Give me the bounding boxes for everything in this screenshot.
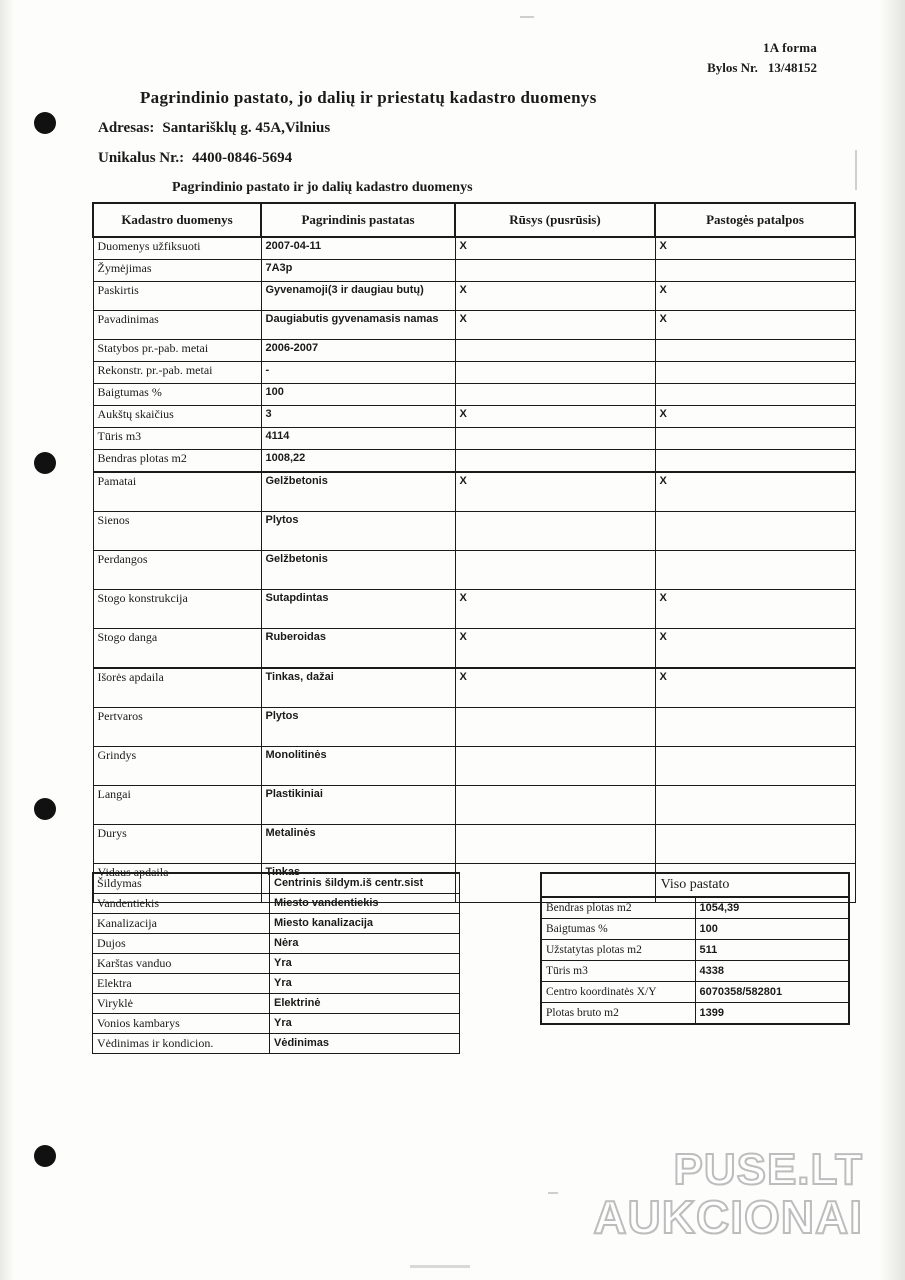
table-row bbox=[93, 551, 855, 590]
building-totals-table bbox=[540, 872, 850, 1025]
row-value-main-building: 2007-04-11 bbox=[261, 237, 455, 260]
totals-row bbox=[541, 940, 849, 961]
totals-value: 4338 bbox=[695, 961, 849, 982]
row-label: Perdangos bbox=[93, 551, 261, 590]
totals-label: Plotas bruto m2 bbox=[541, 1003, 695, 1025]
utility-label: Vonios kambarys bbox=[93, 1014, 270, 1034]
row-value-basement bbox=[455, 450, 655, 473]
row-value-basement: X bbox=[455, 406, 655, 428]
row-value-basement: X bbox=[455, 668, 655, 708]
row-value-basement: X bbox=[455, 472, 655, 512]
row-label: Statybos pr.-pab. metai bbox=[93, 340, 261, 362]
row-label: Stogo danga bbox=[93, 629, 261, 669]
totals-value: 511 bbox=[695, 940, 849, 961]
row-value-main-building: Monolitinės bbox=[261, 747, 455, 786]
row-value-attic bbox=[655, 708, 855, 747]
row-value-attic: X bbox=[655, 629, 855, 669]
row-value-main-building: Tinkas, dažai bbox=[261, 668, 455, 708]
row-value-basement bbox=[455, 260, 655, 282]
row-label: Bendras plotas m2 bbox=[93, 450, 261, 473]
table-header-row bbox=[93, 203, 855, 237]
row-label: Duomenys užfiksuoti bbox=[93, 237, 261, 260]
table-row bbox=[93, 472, 855, 512]
totals-label: Tūris m3 bbox=[541, 961, 695, 982]
row-value-main-building: 3 bbox=[261, 406, 455, 428]
utility-label: Kanalizacija bbox=[93, 914, 270, 934]
row-value-basement bbox=[455, 362, 655, 384]
row-value-attic bbox=[655, 340, 855, 362]
row-value-attic bbox=[655, 786, 855, 825]
row-value-attic bbox=[655, 384, 855, 406]
utility-label: Karštas vanduo bbox=[93, 954, 270, 974]
file-number-value: 13/48152 bbox=[767, 60, 817, 75]
utility-label: Viryklė bbox=[93, 994, 270, 1014]
row-value-main-building: 100 bbox=[261, 384, 455, 406]
row-value-basement bbox=[455, 384, 655, 406]
section-subtitle: Pagrindinio pastato ir jo dalių kadastro duomenys bbox=[172, 180, 473, 195]
row-label: Paskirtis bbox=[93, 282, 261, 311]
row-value-basement: X bbox=[455, 282, 655, 311]
row-value-attic bbox=[655, 362, 855, 384]
row-value-main-building: Ruberoidas bbox=[261, 629, 455, 669]
row-label: Rekonstr. pr.-pab. metai bbox=[93, 362, 261, 384]
table-row bbox=[93, 282, 855, 311]
column-header-pastoges: Pastogės patalpos bbox=[655, 203, 855, 237]
row-label: Tūris m3 bbox=[93, 428, 261, 450]
row-value-basement bbox=[455, 786, 655, 825]
utility-row bbox=[93, 894, 460, 914]
unique-number-value: 4400-0846-5694 bbox=[192, 150, 293, 166]
table-row bbox=[93, 747, 855, 786]
form-code: 1A forma bbox=[763, 40, 817, 55]
utility-value: Vėdinimas bbox=[270, 1034, 460, 1054]
utility-value: Miesto kanalizacija bbox=[270, 914, 460, 934]
row-value-attic: X bbox=[655, 406, 855, 428]
row-value-basement bbox=[455, 825, 655, 864]
scan-artifact bbox=[520, 16, 534, 18]
totals-value: 6070358/582801 bbox=[695, 982, 849, 1003]
watermark-line-2: AUKCIONAI bbox=[593, 1191, 863, 1243]
file-number-label: Bylos Nr. bbox=[707, 60, 758, 75]
row-value-main-building: Gelžbetonis bbox=[261, 551, 455, 590]
row-value-attic: X bbox=[655, 237, 855, 260]
utility-value: Nėra bbox=[270, 934, 460, 954]
row-label: Pertvaros bbox=[93, 708, 261, 747]
table-row bbox=[93, 825, 855, 864]
table-row bbox=[93, 450, 855, 473]
watermark-line-1: PUSE.LT bbox=[673, 1145, 863, 1194]
totals-label: Užstatytas plotas m2 bbox=[541, 940, 695, 961]
totals-title-row bbox=[541, 873, 849, 897]
row-value-main-building: 1008,22 bbox=[261, 450, 455, 473]
row-value-attic bbox=[655, 428, 855, 450]
row-label: Pamatai bbox=[93, 472, 261, 512]
row-value-main-building: Plytos bbox=[261, 708, 455, 747]
page-title: Pagrindinio pastato, jo dalių ir priestatų kadastro duomenys bbox=[140, 88, 597, 107]
row-label: Langai bbox=[93, 786, 261, 825]
row-value-attic: X bbox=[655, 668, 855, 708]
unique-number-line bbox=[98, 150, 292, 167]
row-label: Žymėjimas bbox=[93, 260, 261, 282]
table-row bbox=[93, 629, 855, 669]
address-value: Santarišklų g. 45A,Vilnius bbox=[162, 120, 331, 136]
row-value-main-building: Sutapdintas bbox=[261, 590, 455, 629]
totals-row bbox=[541, 1003, 849, 1025]
table-row bbox=[93, 260, 855, 282]
row-value-basement: X bbox=[455, 311, 655, 340]
row-label: Pavadinimas bbox=[93, 311, 261, 340]
row-value-attic bbox=[655, 512, 855, 551]
table-row bbox=[93, 406, 855, 428]
utility-label: Elektra bbox=[93, 974, 270, 994]
totals-row bbox=[541, 982, 849, 1003]
row-value-attic bbox=[655, 450, 855, 473]
row-value-basement bbox=[455, 512, 655, 551]
table-row bbox=[93, 512, 855, 551]
utility-row bbox=[93, 994, 460, 1014]
table-row bbox=[93, 362, 855, 384]
totals-label: Baigtumas % bbox=[541, 919, 695, 940]
row-value-attic bbox=[655, 260, 855, 282]
row-label: Durys bbox=[93, 825, 261, 864]
row-value-basement bbox=[455, 340, 655, 362]
row-value-main-building: Gelžbetonis bbox=[261, 472, 455, 512]
row-label: Išorės apdaila bbox=[93, 668, 261, 708]
row-value-attic bbox=[655, 747, 855, 786]
file-number-line bbox=[707, 60, 817, 76]
totals-value: 100 bbox=[695, 919, 849, 940]
row-value-main-building: Plastikiniai bbox=[261, 786, 455, 825]
utility-row bbox=[93, 934, 460, 954]
totals-row bbox=[541, 919, 849, 940]
table-row bbox=[93, 428, 855, 450]
row-label: Sienos bbox=[93, 512, 261, 551]
column-header-rusys: Rūsys (pusrūsis) bbox=[455, 203, 655, 237]
scan-artifact bbox=[855, 150, 857, 190]
row-value-basement: X bbox=[455, 629, 655, 669]
table-row bbox=[93, 237, 855, 260]
utility-label: Šildymas bbox=[93, 873, 270, 894]
utility-value: Yra bbox=[270, 1014, 460, 1034]
row-value-main-building: 4114 bbox=[261, 428, 455, 450]
row-label: Aukštų skaičius bbox=[93, 406, 261, 428]
utility-label: Vėdinimas ir kondicion. bbox=[93, 1034, 270, 1054]
table-row bbox=[93, 708, 855, 747]
row-value-main-building: 7A3p bbox=[261, 260, 455, 282]
totals-value: 1399 bbox=[695, 1003, 849, 1025]
row-value-attic: X bbox=[655, 472, 855, 512]
table-row bbox=[93, 786, 855, 825]
utility-value: Miesto vandentiekis bbox=[270, 894, 460, 914]
utility-row bbox=[93, 1014, 460, 1034]
row-value-attic bbox=[655, 825, 855, 864]
watermark bbox=[593, 1145, 863, 1243]
totals-value: 1054,39 bbox=[695, 897, 849, 919]
totals-row bbox=[541, 897, 849, 919]
table-row bbox=[93, 340, 855, 362]
row-value-attic bbox=[655, 551, 855, 590]
totals-label: Bendras plotas m2 bbox=[541, 897, 695, 919]
utility-label: Dujos bbox=[93, 934, 270, 954]
row-value-basement bbox=[455, 428, 655, 450]
row-value-main-building: Gyvenamoji(3 ir daugiau butų) bbox=[261, 282, 455, 311]
row-value-attic: X bbox=[655, 311, 855, 340]
table-row bbox=[93, 311, 855, 340]
row-label: Baigtumas % bbox=[93, 384, 261, 406]
table-row bbox=[93, 384, 855, 406]
cadastral-data-table bbox=[92, 202, 856, 903]
row-label: Grindys bbox=[93, 747, 261, 786]
row-value-main-building: Metalinės bbox=[261, 825, 455, 864]
punch-hole-icon bbox=[34, 452, 56, 474]
utilities-table bbox=[92, 872, 460, 1054]
address-label: Adresas: bbox=[98, 120, 155, 136]
table-row bbox=[93, 590, 855, 629]
totals-row bbox=[541, 961, 849, 982]
utility-value: Yra bbox=[270, 954, 460, 974]
row-value-main-building: - bbox=[261, 362, 455, 384]
column-header-kadastro: Kadastro duomenys bbox=[93, 203, 261, 237]
punch-hole-icon bbox=[34, 1145, 56, 1167]
totals-title: Viso pastato bbox=[541, 873, 849, 897]
utility-row bbox=[93, 914, 460, 934]
row-value-attic: X bbox=[655, 282, 855, 311]
utility-row bbox=[93, 954, 460, 974]
unique-number-label: Unikalus Nr.: bbox=[98, 150, 185, 166]
utility-value: Centrinis šildym.iš centr.sist bbox=[270, 873, 460, 894]
address-line bbox=[98, 120, 330, 137]
scan-artifact bbox=[548, 1192, 558, 1194]
utility-label: Vandentiekis bbox=[93, 894, 270, 914]
utility-row bbox=[93, 1034, 460, 1054]
scan-artifact bbox=[410, 1265, 470, 1268]
row-value-main-building: 2006-2007 bbox=[261, 340, 455, 362]
utility-row bbox=[93, 873, 460, 894]
punch-hole-icon bbox=[34, 798, 56, 820]
row-value-main-building: Plytos bbox=[261, 512, 455, 551]
row-value-basement: X bbox=[455, 237, 655, 260]
row-value-basement: X bbox=[455, 590, 655, 629]
row-label: Vidaus apdaila bbox=[93, 864, 261, 903]
totals-label: Centro koordinatės X/Y bbox=[541, 982, 695, 1003]
row-label: Stogo konstrukcija bbox=[93, 590, 261, 629]
row-value-basement bbox=[455, 747, 655, 786]
row-value-basement bbox=[455, 708, 655, 747]
row-value-attic: X bbox=[655, 590, 855, 629]
utility-value: Elektrinė bbox=[270, 994, 460, 1014]
utility-row bbox=[93, 974, 460, 994]
utility-value: Yra bbox=[270, 974, 460, 994]
row-value-main-building: Daugiabutis gyvenamasis namas bbox=[261, 311, 455, 340]
row-value-basement bbox=[455, 551, 655, 590]
punch-hole-icon bbox=[34, 112, 56, 134]
row-value-main-building: Tinkas bbox=[261, 864, 455, 903]
table-row bbox=[93, 668, 855, 708]
column-header-pagrindinis: Pagrindinis pastatas bbox=[261, 203, 455, 237]
